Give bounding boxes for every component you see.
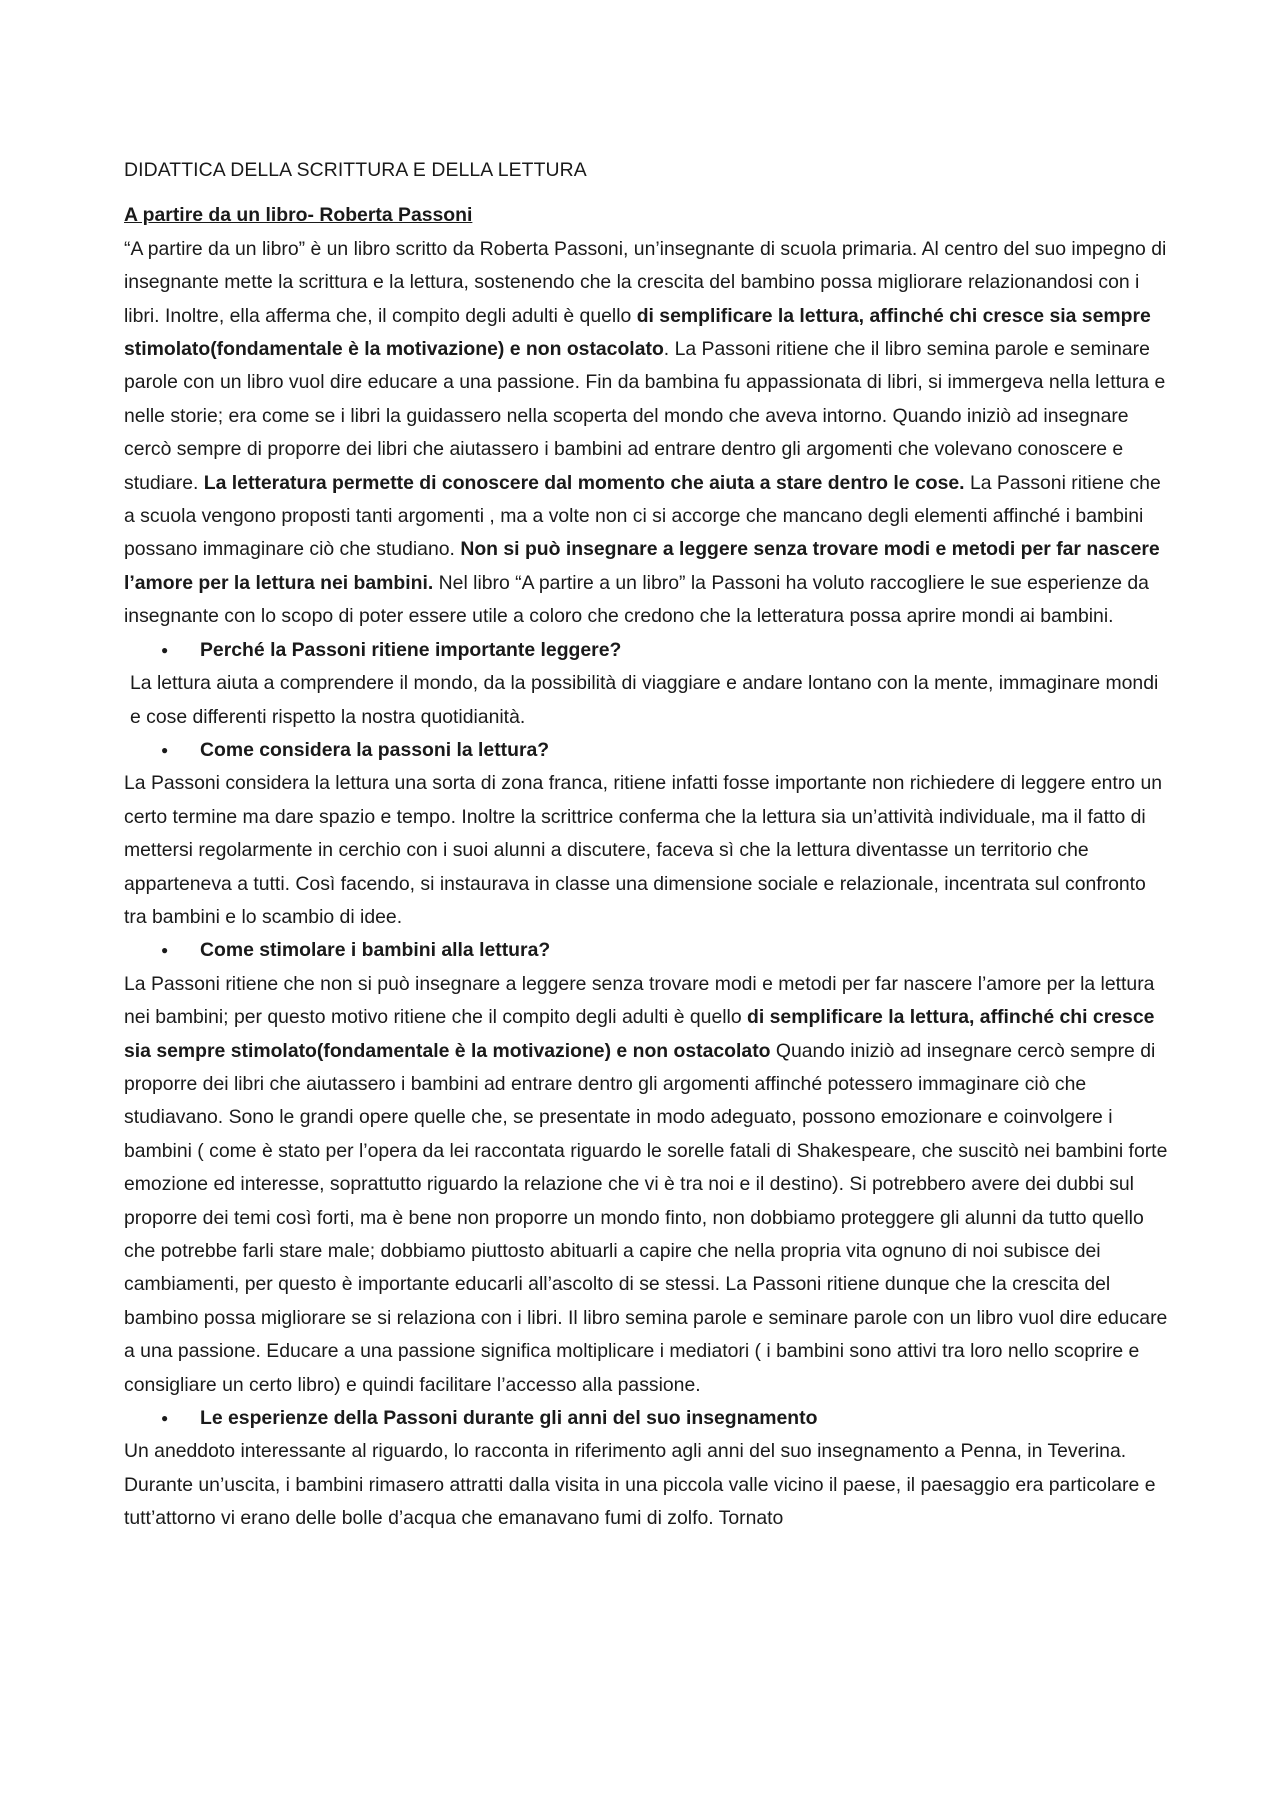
document-title: DIDATTICA DELLA SCRITTURA E DELLA LETTURA: [124, 159, 587, 181]
answer-paragraph-4: Un aneddoto interessante al riguardo, lo racconta in riferimento agli anni del suo insegnamento a Penna, in Teverina. Durante un’uscita, i bambini rimasero attratti dalla visita in una piccola valle vicino il paese, il paesaggio era particolare e tutt’attorno vi erano delle bolle d’acqua che emanavano fumi di zolfo. Tornato: [124, 1440, 1156, 1530]
document-page: [124, 154, 1169, 1536]
intro-text-4: Nel libro “A partire a un libro” la Passoni ha voluto raccogliere le sue esperienze da insegnante con lo scopo di poter essere utile a coloro che credono che la letteratura possa aprire mondi ai bambini.: [124, 571, 1149, 628]
answer3-bold-1: di semplificare la lettura, affinché chi cresce sia sempre stimolato(fondamentale è la motivazione) e non ostacolato: [124, 1006, 1155, 1062]
answer-paragraph-1: La lettura aiuta a comprendere il mondo, da la possibilità di viaggiare e andare lontano con la mente, immaginare mondi e cose differenti rispetto la nostra quotidianità.: [130, 672, 1159, 728]
intro-paragraph: [124, 233, 1169, 634]
section-subtitle: A partire da un libro- Roberta Passoni: [124, 204, 473, 227]
intro-bold-3: Non si può insegnare a leggere senza trovare modi e metodi per far nascere l’amore per la lettura nei bambini.: [124, 538, 1160, 594]
intro-text-2: . La Passoni ritiene che il libro semina parole e seminare parole con un libro vuol dire educare a una passione. Fin da bambina fu appassionata di libri, si immergeva nella lettura e nelle storie; era come se i libri la guidassero nella scoperta del mondo che aveva intorno. Quando iniziò ad insegnare cercò sempre di proporre dei libri che aiutassero i bambini ad entrare dentro gli argomenti che volevano conoscere e studiare.: [124, 338, 1166, 494]
question-heading-4: ● Le esperienze della Passoni durante gli anni del suo insegnamento: [124, 1402, 1169, 1435]
question-heading-3: ● Come stimolare i bambini alla lettura?: [124, 934, 1169, 967]
answer-paragraph-3: [124, 968, 1169, 1402]
answer3-text-1: La Passoni ritiene che non si può insegnare a leggere senza trovare modi e metodi per far nascere l’amore per la lettura nei bambini; per questo motivo ritiene che il compito degli adulti è quello: [124, 972, 1155, 1029]
intro-text-1: “A partire da un libro” è un libro scritto da Roberta Passoni, un’insegnante di scuola primaria. Al centro del suo impegno di insegnante mette la scrittura e la lettura, sostenendo che la crescita del bambino possa migliorare relazionandosi con i libri. Inoltre, ella afferma che, il compito degli adulti è quello: [124, 237, 1167, 327]
answer-paragraph-2: La Passoni considera la lettura una sorta di zona franca, ritiene infatti fosse importante non richiedere di leggere entro un certo termine ma dare spazio e tempo. Inoltre la scrittrice conferma che la lettura sia un’attività individuale, ma il fatto di mettersi regolarmente in cerchio con i suoi alunni a discutere, faceva sì che la lettura diventasse un territorio che apparteneva a tutti. Così facendo, si instaurava in classe una dimensione sociale e relazionale, incentrata sul confronto tra bambini e lo scambio di idee.: [124, 772, 1163, 928]
intro-bold-2: La letteratura permette di conoscere dal momento che aiuta a stare dentro le cose.: [203, 471, 965, 494]
answer3-text-2: Quando iniziò ad insegnare cercò sempre di proporre dei libri che aiutassero i bambini ad entrare dentro gli argomenti affinché potessero immaginare ciò che studiavano. Sono le grandi opere quelle che, se presentate in modo adeguato, possono emozionare e coinvolgere i bambini ( come è stato per l’opera da lei raccontata riguardo le sorelle fatali di Shakespeare, che suscitò nei bambini forte emozione ed interesse, soprattutto riguardo la relazione che vi è tra noi e il destino). Si potrebbero avere dei dubbi sul proporre dei temi così forti, ma è bene non proporre un mondo finto, non dobbiamo proteggere gli alunni da tutto quello che potrebbe farli stare male; dobbiamo piuttosto abituarli a capire che nella propria vita ognuno di noi subisce dei cambiamenti, per questo è importante educarli all’ascolto di se stessi. La Passoni ritiene dunque che la crescita del bambino possa migliorare se si relaziona con i libri. Il libro semina parole e seminare parole con un libro vuol dire educare a una passione. Educare a una passione significa moltiplicare i mediatori ( i bambini sono attivi tra loro nello scoprire e consigliare un certo libro) e quindi facilitare l’accesso alla passione.: [124, 1039, 1168, 1396]
question-heading-2: ● Come considera la passoni la lettura?: [124, 734, 1169, 767]
intro-bold-1: di semplificare la lettura, affinché chi cresce sia sempre stimolato(fondamentale è la motivazione) e non ostacolato: [124, 304, 1151, 361]
intro-text-3: La Passoni ritiene che a scuola vengono proposti tanti argomenti , ma a volte non ci si accorge che mancano degli elementi affinché i bambini possano immaginare ciò che studiano.: [124, 471, 1161, 561]
question-heading-1: ● Perché la Passoni ritiene importante leggere?: [124, 634, 1169, 667]
